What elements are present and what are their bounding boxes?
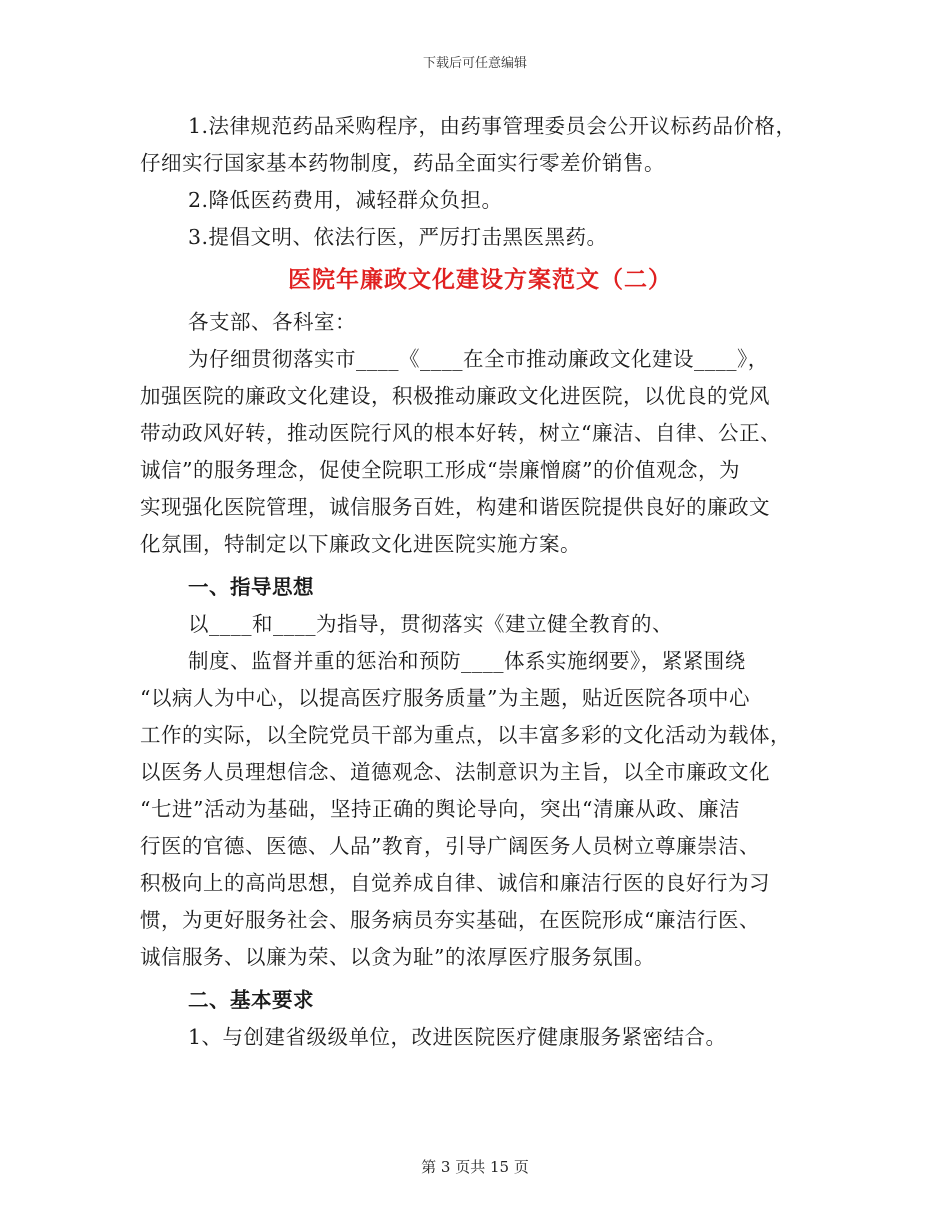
section-2-heading: 二、基本要求 bbox=[188, 988, 314, 1012]
list-item-1-line-2: 仔细实行国家基本药物制度，药品全面实行零差价销售。 bbox=[140, 151, 665, 175]
section-1-line-2: 制度、监督并重的惩治和预防____体系实施纲要》，紧紧围绕 bbox=[188, 649, 746, 673]
intro-line-1: 为仔细贯彻落实市____《____在全市推动廉政文化建设____》， bbox=[188, 347, 769, 371]
list-item-3: 3.提倡文明、依法行医，严厉打击黑医黑药。 bbox=[188, 225, 608, 249]
page-footer: 第 3 页共 15 页 bbox=[421, 1158, 529, 1176]
salutation: 各支部、各科室： bbox=[188, 310, 356, 334]
section-1-line-5: 以医务人员理想信念、道德观念、法制意识为主旨，以全市廉政文化 bbox=[140, 760, 770, 784]
section-1-line-1: 以____和____为指导，贯彻落实《建立健全教育的、 bbox=[188, 612, 673, 636]
intro-line-5: 实现强化医院管理，诚信服务百姓，构建和谐医院提供良好的廉政文 bbox=[140, 495, 770, 519]
page-header: 下载后可任意编辑 bbox=[422, 56, 527, 71]
intro-line-2: 加强医院的廉政文化建设，积极推动廉政文化进医院，以优良的党风 bbox=[140, 384, 770, 408]
intro-line-3: 带动政风好转，推动医院行风的根本好转，树立“廉洁、自律、公正、 bbox=[140, 421, 781, 445]
section-1-heading: 一、指导思想 bbox=[188, 575, 314, 599]
document-body bbox=[140, 108, 820, 1056]
section-1-line-10: 诚信服务、以廉为荣、以贪为耻”的浓厚医疗服务氛围。 bbox=[140, 945, 655, 969]
section-1-line-8: 积极向上的高尚思想，自觉养成自律、诚信和廉洁行医的良好行为习 bbox=[140, 871, 770, 895]
section-2-item-1: 1、与创建省级级单位，改进医院医疗健康服务紧密结合。 bbox=[188, 1025, 727, 1049]
section-1-line-7: 行医的官德、医德、人品”教育，引导广阔医务人员树立尊廉崇洁、 bbox=[140, 834, 760, 858]
document-title: 医院年廉政文化建设方案范文（二） bbox=[288, 266, 672, 293]
intro-line-6: 化氛围，特制定以下廉政文化进医院实施方案。 bbox=[140, 532, 581, 556]
section-1-line-6: “七进”活动为基础，坚持正确的舆论导向，突出“清廉从政、廉洁 bbox=[140, 797, 740, 821]
section-1-line-4: 工作的实际，以全院党员干部为重点，以丰富多彩的文化活动为载体， bbox=[140, 723, 791, 747]
section-1-line-9: 惯，为更好服务社会、服务病员夯实基础，在医院形成“廉洁行医、 bbox=[140, 908, 760, 932]
list-item-1-line-1: 1.法律规范药品采购程序，由药事管理委员会公开议标药品价格， bbox=[188, 114, 797, 138]
list-item-2: 2.降低医药费用，减轻群众负担。 bbox=[188, 188, 503, 212]
section-1-line-3: “以病人为中心，以提高医疗服务质量”为主题，贴近医院各项中心 bbox=[140, 686, 750, 710]
intro-line-4: 诚信”的服务理念，促使全院职工形成“崇廉憎腐”的价值观念，为 bbox=[140, 458, 740, 482]
